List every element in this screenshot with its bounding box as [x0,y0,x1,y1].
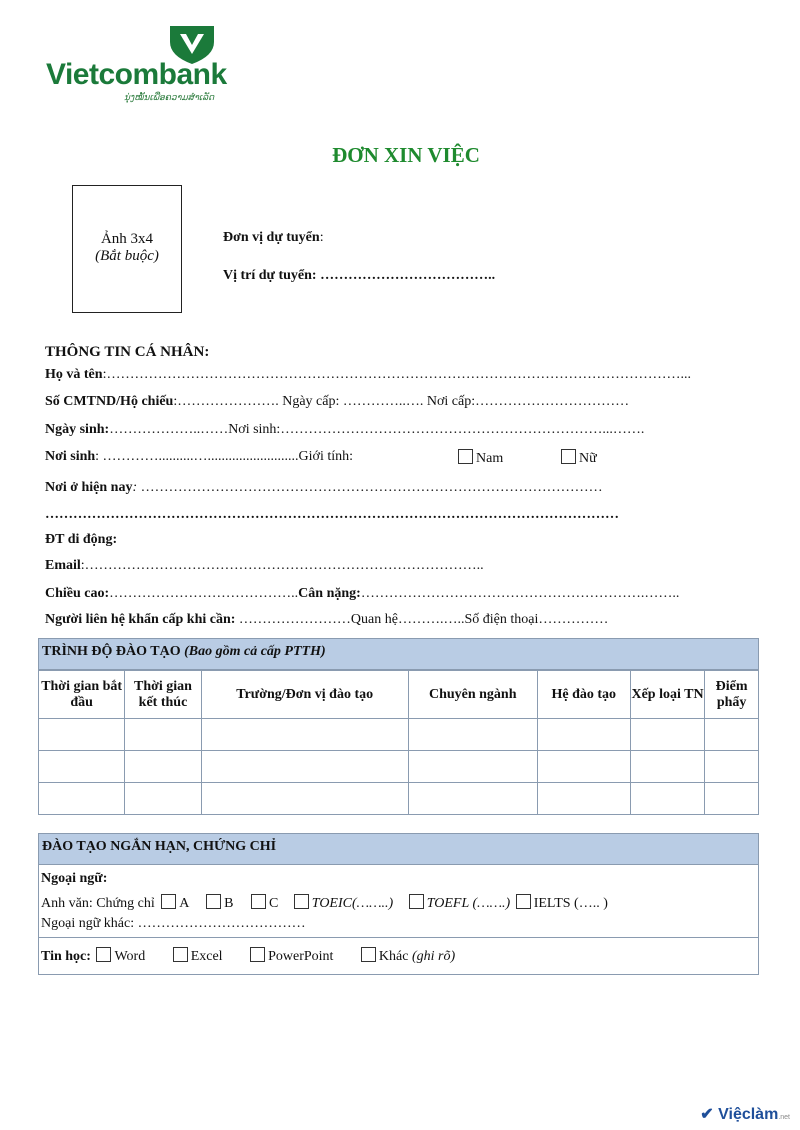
col-start-time: Thời gian bắt đầu [39,671,125,719]
gender-female-label: Nữ [579,451,597,466]
word-label: Word [114,949,146,964]
residence-field[interactable] [45,480,603,496]
emergency-label: Người liên hệ khẩn cấp khi cần: [45,612,236,627]
col-gpa: Điểm phẩy [705,671,759,719]
table-cell[interactable] [705,783,759,815]
certificates-section [38,833,759,975]
table-row[interactable] [39,719,759,751]
watermark-text: Việclàm [718,1106,779,1123]
weight-dots: …………………………………………………….…….. [360,586,680,601]
position-field[interactable] [223,268,495,284]
vieclam-watermark [700,1104,790,1124]
col-major: Chuyên ngành [408,671,537,719]
it-label: Tin học: [41,949,91,964]
email-dots: :………………………………………………………………………….. [80,558,484,573]
other-language-field[interactable] [41,916,306,932]
table-cell[interactable] [125,719,201,751]
birthplace-field[interactable] [45,449,353,465]
dob-label: Ngày sinh: [45,422,110,437]
position-dots: ……………………………….. [320,268,496,283]
table-cell[interactable] [537,719,630,751]
height-label: Chiều cao: [45,586,110,601]
cert-c-label: C [268,896,279,911]
birthplace-dots: : …………..........…..........................Giới tính: [95,449,354,464]
table-cell[interactable] [39,783,125,815]
ielts-label: IELTS (….. ) [533,896,608,911]
education-heading-note: (Bao gồm cả cấp PTTH) [184,644,326,659]
col-end-time: Thời gian kết thúc [125,671,201,719]
english-label: Anh văn: Chứng chỉ [41,896,155,911]
cert-b-checkbox[interactable] [206,894,221,909]
table-cell[interactable] [408,783,537,815]
education-table [38,670,759,815]
name-field[interactable] [45,367,691,383]
unit-label: Đơn vị dự tuyển [223,230,320,245]
brand-slogan: ນຸ່ງໝັ້ນເພື່ອຄວາມສຳເລັດ [124,92,215,102]
table-cell[interactable] [201,719,408,751]
emergency-dots: ……………………Quan hệ……….…..Số điện thoại…………… [235,612,609,627]
other-language-dots: : ……………………………… [130,916,306,931]
powerpoint-label: PowerPoint [268,949,334,964]
height-weight-field[interactable] [45,586,679,602]
other-it-note: (ghi rõ) [411,949,456,964]
toefl-checkbox[interactable] [409,894,424,909]
height-dots: ………………………………….. [109,586,299,601]
name-label: Họ và tên [45,367,103,382]
table-row[interactable] [39,751,759,783]
table-cell[interactable] [537,751,630,783]
table-cell[interactable] [39,719,125,751]
gender-male[interactable] [458,449,503,467]
languages-block [38,865,759,938]
email-field[interactable] [45,558,484,574]
certificates-heading: ĐÀO TẠO NGẮN HẠN, CHỨNG CHỈ [38,833,759,865]
table-cell[interactable] [537,783,630,815]
cert-b-label: B [224,896,234,911]
other-it-checkbox[interactable] [361,947,376,962]
id-field[interactable] [45,394,629,410]
col-training-type: Hệ đào tạo [537,671,630,719]
table-cell[interactable] [125,783,201,815]
table-cell[interactable] [201,783,408,815]
table-cell[interactable] [125,751,201,783]
education-section [38,638,759,815]
vieclam-check-icon: ✔ [700,1106,714,1123]
powerpoint-checkbox[interactable] [250,947,265,962]
residence-label: Nơi ở hiện nay [45,480,133,495]
table-cell[interactable] [630,751,704,783]
excel-label: Excel [190,949,223,964]
it-skills-row [41,947,455,965]
photo-box[interactable] [72,185,182,313]
photo-box-label: Ảnh 3x4 [100,231,154,247]
phone-field[interactable]: ĐT di động: [45,532,118,547]
personal-heading: THÔNG TIN CÁ NHÂN: [45,344,210,360]
brand-name: Vietcombank [46,58,227,91]
email-label: Email [45,558,81,573]
other-it-label: Khác [378,949,409,964]
table-cell[interactable] [201,751,408,783]
id-label: Số CMTND/Hộ chiếu [45,394,174,409]
form-title: ĐƠN XIN VIỆC [332,143,480,167]
toeic-label: TOEIC(……..) [311,896,394,911]
dob-field[interactable] [45,422,644,438]
excel-checkbox[interactable] [173,947,188,962]
photo-box-note: (Bắt buộc) [95,248,159,264]
unit-colon: : [319,230,324,245]
education-header-row [39,671,759,719]
table-row[interactable] [39,783,759,815]
dob-dots: ………………..……Nơi sinh:……………………………………………………………...……. [109,422,645,437]
cert-c-checkbox[interactable] [251,894,266,909]
table-cell[interactable] [705,751,759,783]
cert-a-label: A [179,896,189,911]
col-school: Trường/Đơn vị đào tạo [201,671,408,719]
table-cell[interactable] [630,783,704,815]
education-heading-text: TRÌNH ĐỘ ĐÀO TẠO [42,644,181,659]
id-dots: :…………………. Ngày cấp: …………..…. Nơi cấp:…………………………… [173,394,630,409]
birthplace-label: Nơi sinh [45,449,96,464]
table-cell[interactable] [408,751,537,783]
languages-label: Ngoại ngữ: [41,871,108,886]
name-dots: :……………………………………………………………………………………………………………... [102,367,691,382]
english-cert-row [41,894,608,912]
toeic-checkbox[interactable] [294,894,309,909]
gender-female[interactable] [561,449,597,467]
gender-male-checkbox[interactable] [458,449,473,464]
position-label: Vị trí dự tuyển: [223,268,317,283]
it-skills-block [38,938,759,975]
cert-a-checkbox[interactable] [161,894,176,909]
unit-field[interactable] [223,230,324,246]
gender-female-checkbox[interactable] [561,449,576,464]
education-heading [38,638,759,670]
table-cell[interactable] [39,751,125,783]
weight-label: Cân nặng: [298,586,361,601]
gender-male-label: Nam [476,451,504,466]
ielts-checkbox[interactable] [516,894,531,909]
other-language-label: Ngoại ngữ khác [41,916,131,931]
watermark-suffix: .net [778,1114,790,1121]
table-cell[interactable] [705,719,759,751]
word-checkbox[interactable] [96,947,111,962]
col-graduation-rank: Xếp loại TN [630,671,704,719]
toefl-label: TOEFL (…….) [426,896,511,911]
table-cell[interactable] [630,719,704,751]
residence-dots-line2[interactable]: …………………………………………………………………………………………………………… [45,507,619,522]
emergency-contact-field[interactable] [45,612,608,628]
residence-dots: ……………………………………………………………………………………… [137,480,603,495]
residence-colon: : [132,480,138,495]
table-cell[interactable] [408,719,537,751]
